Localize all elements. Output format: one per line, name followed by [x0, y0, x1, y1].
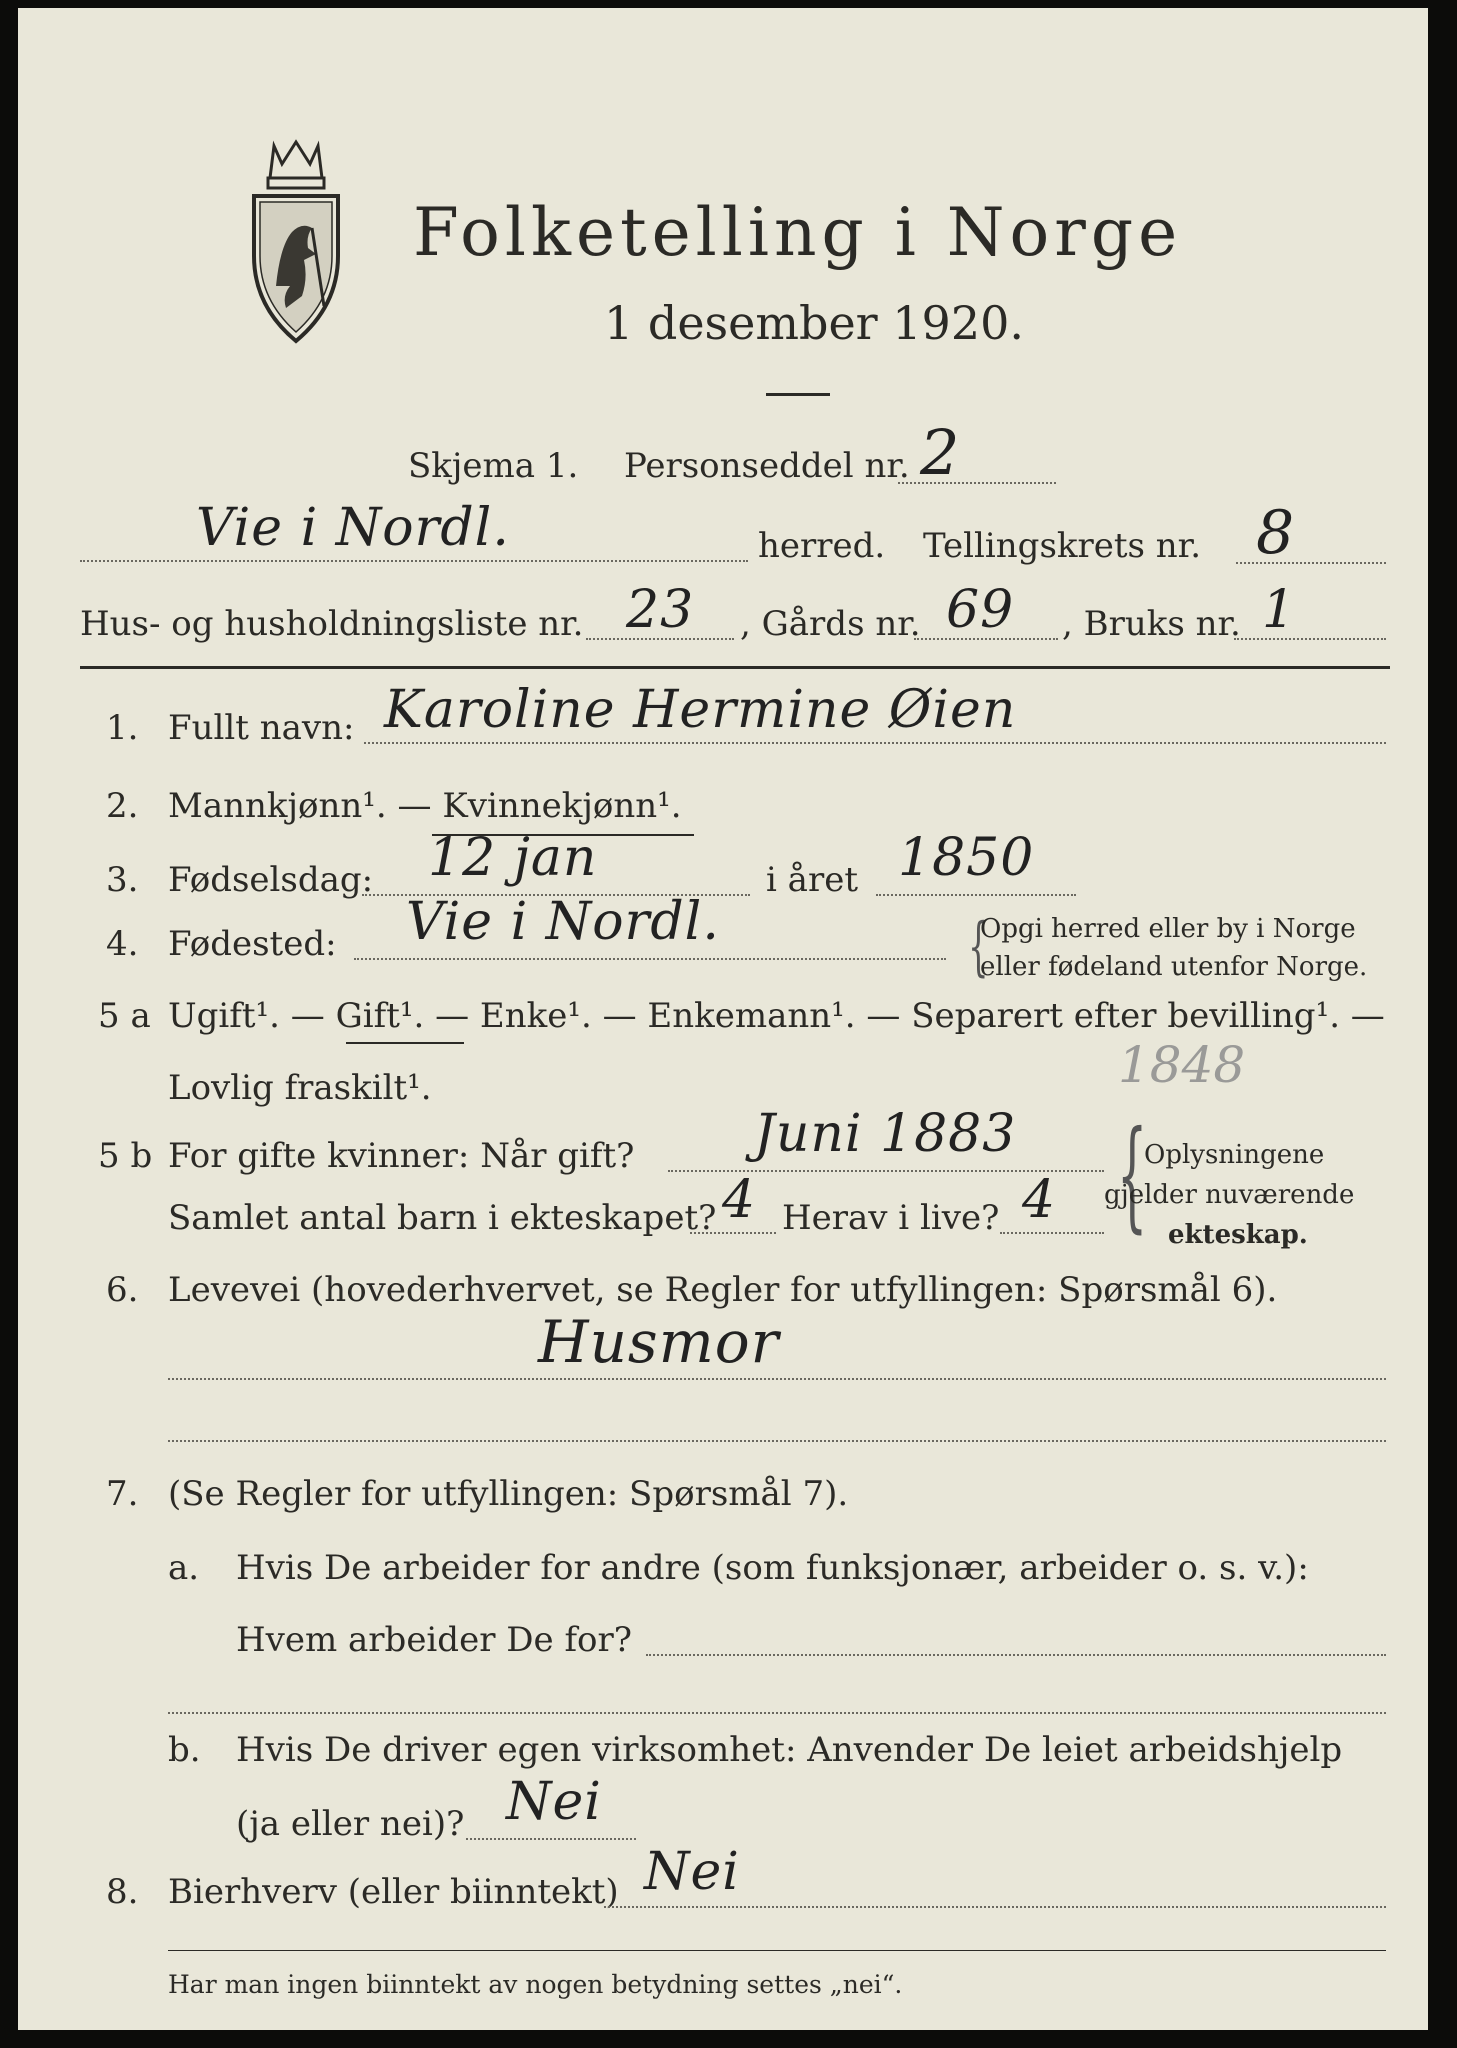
- q5a-number: 5 a: [98, 996, 151, 1036]
- footer-note: Har man ingen biinntekt av nogen betydning settes „nei“.: [168, 1970, 903, 1999]
- q4-brace: {: [968, 910, 989, 984]
- form-date: 1 desember 1920.: [604, 296, 1024, 350]
- children-alive-value[interactable]: 4: [1022, 1170, 1057, 1230]
- q4-note-2: eller fødeland utenfor Norge.: [980, 952, 1368, 982]
- norway-coat-of-arms-icon: [246, 136, 346, 348]
- q1-label: Fullt navn:: [168, 708, 355, 748]
- tellingskrets-label: Tellingskrets nr.: [923, 526, 1202, 566]
- bruks-value[interactable]: 1: [1262, 580, 1297, 640]
- q7a-letter: a.: [168, 1548, 200, 1588]
- marital-options-2: Lovlig fraskilt¹.: [168, 1068, 432, 1108]
- q5b-brace: {: [1116, 1106, 1148, 1245]
- q4-label: Fødested:: [168, 924, 337, 964]
- q3-number: 3.: [106, 860, 139, 900]
- marital-options: Ugift¹. — Gift¹. — Enke¹. — Enkemann¹. — Separert efter bevilling¹. —: [168, 996, 1385, 1036]
- gards-label: , Gårds nr.: [740, 604, 921, 644]
- hired-help-value[interactable]: Nei: [506, 1772, 602, 1832]
- q7b-label: (ja eller nei)?: [236, 1804, 465, 1844]
- q7-number: 7.: [106, 1474, 139, 1514]
- occupation-value[interactable]: Husmor: [538, 1308, 780, 1376]
- footer-divider: [168, 1950, 1386, 1951]
- side-income-value[interactable]: Nei: [644, 1842, 740, 1902]
- husliste-label: Hus- og husholdningsliste nr.: [80, 604, 584, 644]
- q7b-text: Hvis De driver egen virksomhet: Anvender De leiet arbeidshjelp: [236, 1730, 1343, 1770]
- q4-note-1: Opgi herred eller by i Norge: [980, 914, 1356, 944]
- q7b-letter: b.: [168, 1730, 201, 1770]
- gards-value[interactable]: 69: [946, 580, 1015, 640]
- q6-number: 6.: [106, 1270, 139, 1310]
- q7-label: (Se Regler for utfyllingen: Spørsmål 7).: [168, 1474, 849, 1514]
- q5b-note-2: gjelder nuværende: [1104, 1180, 1355, 1210]
- q5b-label-1: For gifte kvinner: Når gift?: [168, 1136, 635, 1176]
- herred-value[interactable]: Vie i Nordl.: [196, 498, 510, 558]
- q5b-note-3: ekteskap.: [1168, 1220, 1308, 1250]
- skjema-label: Skjema 1.: [408, 446, 579, 486]
- personseddel-value[interactable]: 2: [920, 416, 961, 489]
- birthday-value[interactable]: 12 jan: [428, 828, 598, 888]
- marriage-date-value[interactable]: Juni 1883: [754, 1104, 1017, 1164]
- bruks-label: , Bruks nr.: [1062, 604, 1241, 644]
- personseddel-label: Personseddel nr.: [624, 446, 910, 486]
- birthplace-value[interactable]: Vie i Nordl.: [406, 892, 720, 952]
- form-title: Folketelling i Norge: [413, 194, 1183, 271]
- q8-label: Bierhverv (eller biinntekt): [168, 1872, 619, 1912]
- title-divider: [766, 393, 830, 396]
- gender-options: Mannkjønn¹. — Kvinnekjønn¹.: [168, 786, 682, 826]
- full-name-value[interactable]: Karoline Hermine Øien: [384, 680, 1017, 740]
- q6-label: Levevei (hovederhvervet, se Regler for utfyllingen: Spørsmål 6).: [168, 1270, 1278, 1310]
- q5b-note-1: Oplysningene: [1144, 1140, 1325, 1170]
- q1-number: 1.: [106, 708, 139, 748]
- q5b-label-3: Herav i live?: [782, 1198, 1000, 1238]
- marital-underline: [346, 1042, 464, 1044]
- q7a-text: Hvis De arbeider for andre (som funksjonær, arbeider o. s. v.):: [236, 1548, 1309, 1588]
- children-total-value[interactable]: 4: [722, 1170, 757, 1230]
- q2-number: 2.: [106, 786, 139, 826]
- herred-label: herred.: [758, 526, 886, 566]
- q3-label: Fødselsdag:: [168, 860, 374, 900]
- q3-year-label: i året: [766, 860, 858, 900]
- pencil-note: 1848: [1118, 1036, 1246, 1094]
- q4-number: 4.: [106, 924, 139, 964]
- tellingskrets-value[interactable]: 8: [1256, 498, 1296, 568]
- header-divider: [80, 666, 1390, 669]
- birth-year-value[interactable]: 1850: [898, 828, 1035, 888]
- q5b-number: 5 b: [98, 1136, 153, 1176]
- husliste-value[interactable]: 23: [626, 580, 695, 640]
- q8-number: 8.: [106, 1872, 139, 1912]
- census-form-page: [18, 8, 1428, 2030]
- q7a-label: Hvem arbeider De for?: [236, 1620, 632, 1660]
- q5b-label-2: Samlet antal barn i ekteskapet?: [168, 1198, 717, 1238]
- employer-field[interactable]: [646, 1654, 1386, 1656]
